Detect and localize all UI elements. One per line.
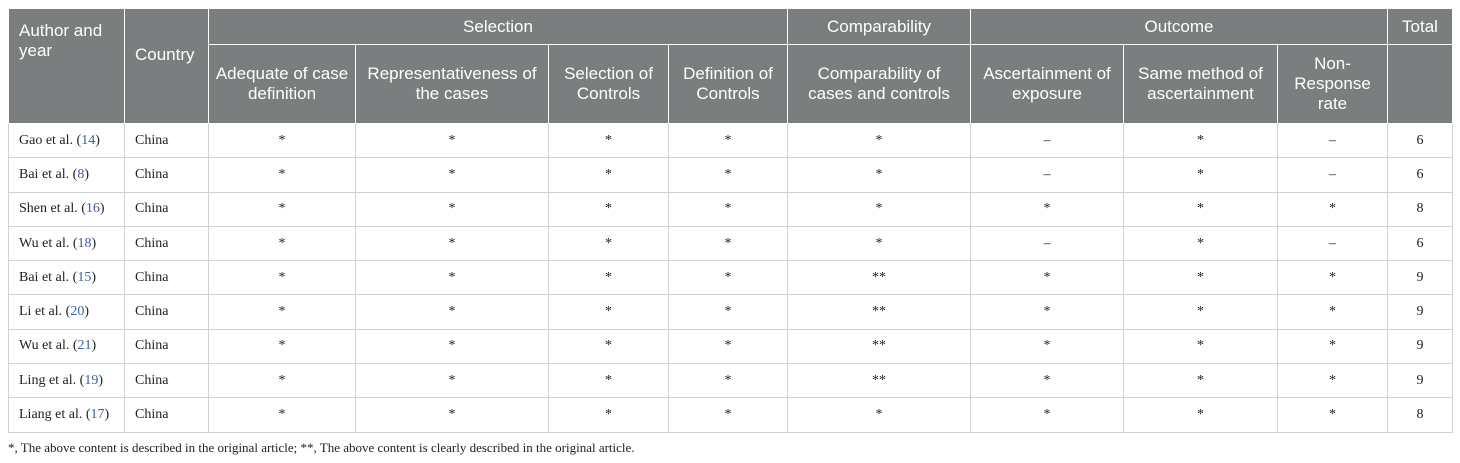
cell-ascertainment: * [971,192,1124,226]
header-row-criteria [9,45,1453,124]
cell-definition-controls: * [669,226,788,260]
cell-author [9,398,125,432]
cell-comparability: * [788,398,971,432]
cell-definition-controls: * [669,192,788,226]
cell-country: China [125,398,209,432]
cell-representativeness: * [356,295,549,329]
author-name: Li et al. ( [19,304,71,320]
cell-selection-controls: * [549,295,669,329]
cell-ascertainment: * [971,364,1124,398]
table-footnote: *, The above content is described in the original article; **, The above content is clearly described in the original article. [8,440,635,455]
header-definition-of-controls: Definition of Controls [669,45,788,124]
cell-comparability: * [788,226,971,260]
table-row [9,124,1453,158]
cell-adequate: * [209,329,356,363]
header-selection-of-controls: Selection of Controls [549,45,669,124]
table-row [9,364,1453,398]
cell-author [9,158,125,192]
cell-representativeness: * [356,398,549,432]
cell-same-method: * [1124,158,1278,192]
cell-non-response: * [1278,192,1388,226]
table-row [9,226,1453,260]
cell-total: 9 [1388,295,1453,329]
author-close-paren: ) [99,201,105,217]
cell-definition-controls: * [669,364,788,398]
cell-total: 6 [1388,124,1453,158]
cell-total: 9 [1388,329,1453,363]
cell-selection-controls: * [549,261,669,295]
cell-total: 9 [1388,364,1453,398]
header-comparability-cases-controls: Comparability of cases and controls [788,45,971,124]
cell-same-method: * [1124,295,1278,329]
cell-definition-controls: * [669,124,788,158]
reference-link[interactable]: 20 [70,304,85,320]
cell-same-method: * [1124,364,1278,398]
cell-author [9,261,125,295]
cell-author [9,364,125,398]
header-total: Total [1388,9,1453,45]
cell-total: 8 [1388,192,1453,226]
cell-adequate: * [209,226,356,260]
cell-country: China [125,329,209,363]
cell-comparability: ** [788,261,971,295]
cell-selection-controls: * [549,329,669,363]
cell-non-response: – [1278,158,1388,192]
reference-link[interactable]: 21 [77,338,92,354]
table-body [9,124,1453,433]
cell-country: China [125,226,209,260]
reference-link[interactable]: 8 [77,166,85,182]
header-representativeness: Representativeness of the cases [356,45,549,124]
author-close-paren: ) [84,304,89,320]
author-close-paren: ) [95,132,100,148]
table-row [9,398,1453,432]
author-name: Bai et al. ( [19,269,78,285]
cell-adequate: * [209,261,356,295]
author-name: Wu et al. ( [19,338,78,354]
table-row [9,329,1453,363]
cell-definition-controls: * [669,261,788,295]
cell-ascertainment: – [971,124,1124,158]
cell-selection-controls: * [549,398,669,432]
cell-ascertainment: * [971,261,1124,295]
cell-representativeness: * [356,329,549,363]
header-author: Author and year [9,9,125,124]
cell-country: China [125,295,209,329]
cell-country: China [125,364,209,398]
cell-adequate: * [209,364,356,398]
cell-total: 8 [1388,398,1453,432]
table-row [9,158,1453,192]
cell-definition-controls: * [669,398,788,432]
header-row-groups [9,9,1453,45]
cell-selection-controls: * [549,226,669,260]
author-close-paren: ) [91,338,97,354]
cell-same-method: * [1124,226,1278,260]
cell-same-method: * [1124,192,1278,226]
cell-author [9,192,125,226]
cell-same-method: * [1124,261,1278,295]
header-comparability: Comparability [788,9,971,45]
cell-selection-controls: * [549,158,669,192]
cell-non-response: * [1278,329,1388,363]
cell-country: China [125,158,209,192]
cell-ascertainment: * [971,398,1124,432]
quality-assessment-table [8,8,1453,433]
cell-adequate: * [209,398,356,432]
cell-comparability: ** [788,295,971,329]
cell-selection-controls: * [549,364,669,398]
table-row [9,192,1453,226]
cell-non-response: * [1278,364,1388,398]
reference-link[interactable]: 17 [90,407,105,423]
cell-non-response: * [1278,295,1388,329]
cell-representativeness: * [356,226,549,260]
cell-adequate: * [209,158,356,192]
cell-author [9,124,125,158]
author-name: Liang et al. ( [19,407,91,423]
cell-comparability: * [788,124,971,158]
header-non-response-rate: Non-Response rate [1278,45,1388,124]
cell-representativeness: * [356,124,549,158]
cell-total: 6 [1388,226,1453,260]
cell-author [9,329,125,363]
reference-link[interactable]: 19 [84,372,99,388]
cell-author [9,295,125,329]
cell-ascertainment: – [971,158,1124,192]
author-close-paren: ) [91,235,97,251]
cell-non-response: * [1278,261,1388,295]
cell-definition-controls: * [669,329,788,363]
cell-non-response: * [1278,398,1388,432]
cell-selection-controls: * [549,192,669,226]
reference-link[interactable]: 18 [77,235,92,251]
author-name: Wu et al. ( [19,235,78,251]
cell-definition-controls: * [669,158,788,192]
reference-link[interactable]: 15 [77,269,92,285]
cell-comparability: ** [788,329,971,363]
header-total-blank [1388,45,1453,124]
author-close-paren: ) [84,166,89,182]
author-name: Gao et al. ( [19,132,82,148]
reference-link[interactable]: 16 [85,201,100,217]
header-outcome: Outcome [971,9,1388,45]
cell-representativeness: * [356,261,549,295]
cell-definition-controls: * [669,295,788,329]
header-ascertainment-exposure: Ascertainment of exposure [971,45,1124,124]
reference-link[interactable]: 14 [81,132,96,148]
cell-country: China [125,192,209,226]
author-name: Shen et al. ( [19,201,86,217]
cell-non-response: – [1278,124,1388,158]
cell-country: China [125,124,209,158]
cell-representativeness: * [356,192,549,226]
table-row [9,261,1453,295]
author-close-paren: ) [98,372,103,388]
header-selection: Selection [209,9,788,45]
author-close-paren: ) [91,269,96,285]
header-country: Country [125,9,209,124]
cell-comparability: ** [788,364,971,398]
cell-same-method: * [1124,329,1278,363]
cell-selection-controls: * [549,124,669,158]
cell-comparability: * [788,192,971,226]
cell-ascertainment: * [971,295,1124,329]
cell-same-method: * [1124,124,1278,158]
cell-total: 9 [1388,261,1453,295]
author-close-paren: ) [104,407,110,423]
header-same-method: Same method of ascertainment [1124,45,1278,124]
cell-representativeness: * [356,158,549,192]
cell-ascertainment: * [971,329,1124,363]
cell-non-response: – [1278,226,1388,260]
table-row [9,295,1453,329]
cell-ascertainment: – [971,226,1124,260]
cell-adequate: * [209,124,356,158]
cell-author [9,226,125,260]
cell-total: 6 [1388,158,1453,192]
author-name: Ling et al. ( [19,372,85,388]
cell-adequate: * [209,295,356,329]
cell-country: China [125,261,209,295]
cell-representativeness: * [356,364,549,398]
cell-adequate: * [209,192,356,226]
cell-same-method: * [1124,398,1278,432]
author-name: Bai et al. ( [19,166,78,182]
header-adequate-case-definition: Adequate of case definition [209,45,356,124]
cell-comparability: * [788,158,971,192]
